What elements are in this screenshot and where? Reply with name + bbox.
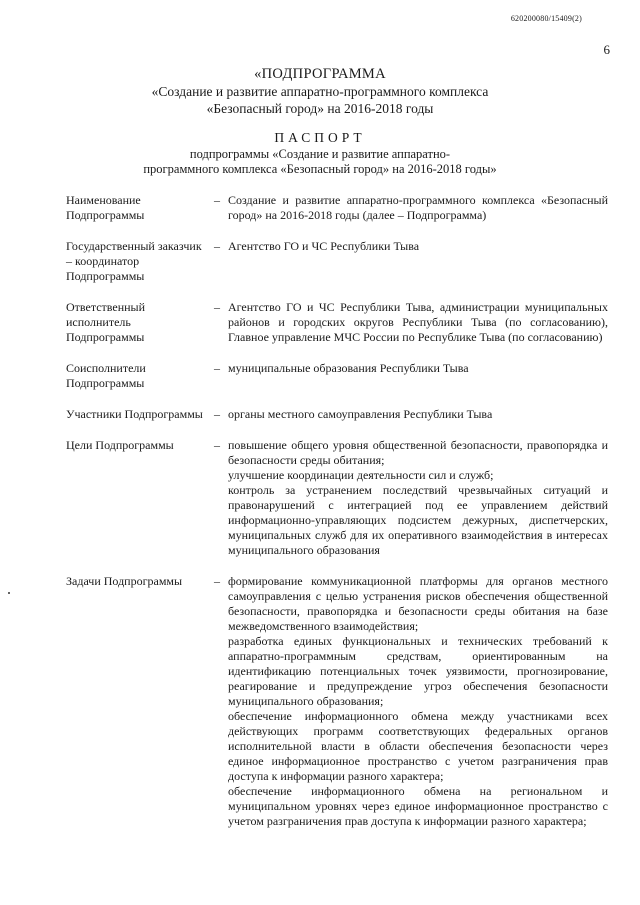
passport-header bbox=[0, 130, 640, 178]
row-value bbox=[228, 438, 608, 558]
subprogram-title bbox=[0, 66, 640, 117]
row-dash: – bbox=[214, 300, 220, 314]
passport-heading: ПАСПОРТ bbox=[274, 130, 366, 145]
row-dash: – bbox=[214, 361, 220, 375]
row-paragraph: обеспечение информационного обмена на региональном и муниципальном уровнях через единое информационное пространство с учетом разграничения прав доступа к информации разного характера; bbox=[228, 784, 608, 828]
title-line-2: «Создание и развитие аппаратно-программного комплекса bbox=[151, 84, 489, 99]
passport-row-name bbox=[66, 193, 610, 223]
passport-subtitle-line-1: подпрограммы «Создание и развитие аппаратно- bbox=[189, 146, 451, 161]
row-dash: – bbox=[214, 239, 220, 253]
title-line-1: «ПОДПРОГРАММА bbox=[254, 66, 386, 82]
row-dash: – bbox=[214, 407, 220, 421]
passport-row-tasks bbox=[66, 574, 610, 829]
passport-row-goals bbox=[66, 438, 610, 558]
row-label: Цели Подпрограммы bbox=[66, 438, 174, 452]
row-paragraph: муниципальные образования Республики Тыва bbox=[228, 361, 469, 375]
row-label: Соисполнители Подпрограммы bbox=[66, 361, 146, 390]
row-paragraph: разработка единых функциональных и технических требований к аппаратно-программным средствам, ориентированным на идентификацию потенциальных точек уязвимости, прогнозирование, реагирование и предупреждение угроз обеспечения безопасности муниципального образования; bbox=[228, 634, 608, 708]
row-value bbox=[228, 574, 608, 829]
row-paragraph: Агентство ГО и ЧС Республики Тыва, администрации муниципальных районов и городских округов Республики Тыва (по согласованию), Главное управление МЧС России по Республике Тыва (по согласованию) bbox=[228, 300, 608, 344]
passport-row-customer bbox=[66, 239, 610, 284]
row-value bbox=[228, 193, 608, 223]
row-paragraph: повышение общего уровня общественной безопасности, правопорядка и безопасности среды обитания; bbox=[228, 438, 608, 467]
passport-table bbox=[66, 193, 610, 845]
page-number: 6 bbox=[603, 42, 610, 57]
passport-row-executor bbox=[66, 300, 610, 345]
row-value bbox=[228, 300, 608, 345]
row-label: Ответственный исполнитель Подпрограммы bbox=[66, 300, 146, 344]
row-dash: – bbox=[214, 574, 220, 588]
row-label: Наименование Подпрограммы bbox=[66, 193, 145, 222]
row-paragraph: улучшение координации деятельности сил и служб; bbox=[228, 468, 494, 482]
title-line-3: «Безопасный город» на 2016-2018 годы bbox=[206, 101, 434, 116]
row-value bbox=[228, 407, 608, 422]
passport-row-co-executors bbox=[66, 361, 610, 391]
row-paragraph: формирование коммуникационной платформы для органов местного самоуправления с целью устранения рисков обеспечения общественной безопасности, правопорядка и безопасности среды обитания на базе межведомственного взаимодействия; bbox=[228, 574, 608, 633]
row-dash: – bbox=[214, 438, 220, 452]
row-paragraph: органы местного самоуправления Республики Тыва bbox=[228, 407, 493, 421]
passport-row-participants bbox=[66, 407, 610, 422]
passport-subtitle-line-2: программного комплекса «Безопасный город» на 2016-2018 годы» bbox=[143, 162, 497, 176]
row-paragraph: обеспечение информационного обмена между участниками всех действующих программ соответствующих федеральных органов исполнительной власти в области обеспечения безопасности через единое информационное пространство с учетом разграничения прав доступа к информации разного характера; bbox=[228, 709, 608, 783]
document-code: 620200080/15409(2) bbox=[510, 14, 582, 23]
row-label: Участники Подпрограммы bbox=[66, 407, 203, 421]
row-label: Государственный заказчик – координатор Подпрограммы bbox=[66, 239, 202, 283]
row-paragraph: контроль за устранением последствий чрезвычайных ситуаций и правонарушений с интеграцией под ее управлением действий информационно-управляющих подсистем дежурных, диспетчерских, муниципальных служб для их оперативного взаимодействия в интересах муниципального образования bbox=[228, 483, 608, 557]
row-value bbox=[228, 239, 608, 254]
scan-speck bbox=[8, 592, 10, 594]
row-label: Задачи Подпрограммы bbox=[66, 574, 183, 588]
row-paragraph: Агентство ГО и ЧС Республики Тыва bbox=[228, 239, 420, 253]
row-paragraph: Создание и развитие аппаратно-программного комплекса «Безопасный город» на 2016-2018 годы (далее – Подпрограмма) bbox=[228, 193, 608, 222]
row-value bbox=[228, 361, 608, 376]
row-dash: – bbox=[214, 193, 220, 207]
